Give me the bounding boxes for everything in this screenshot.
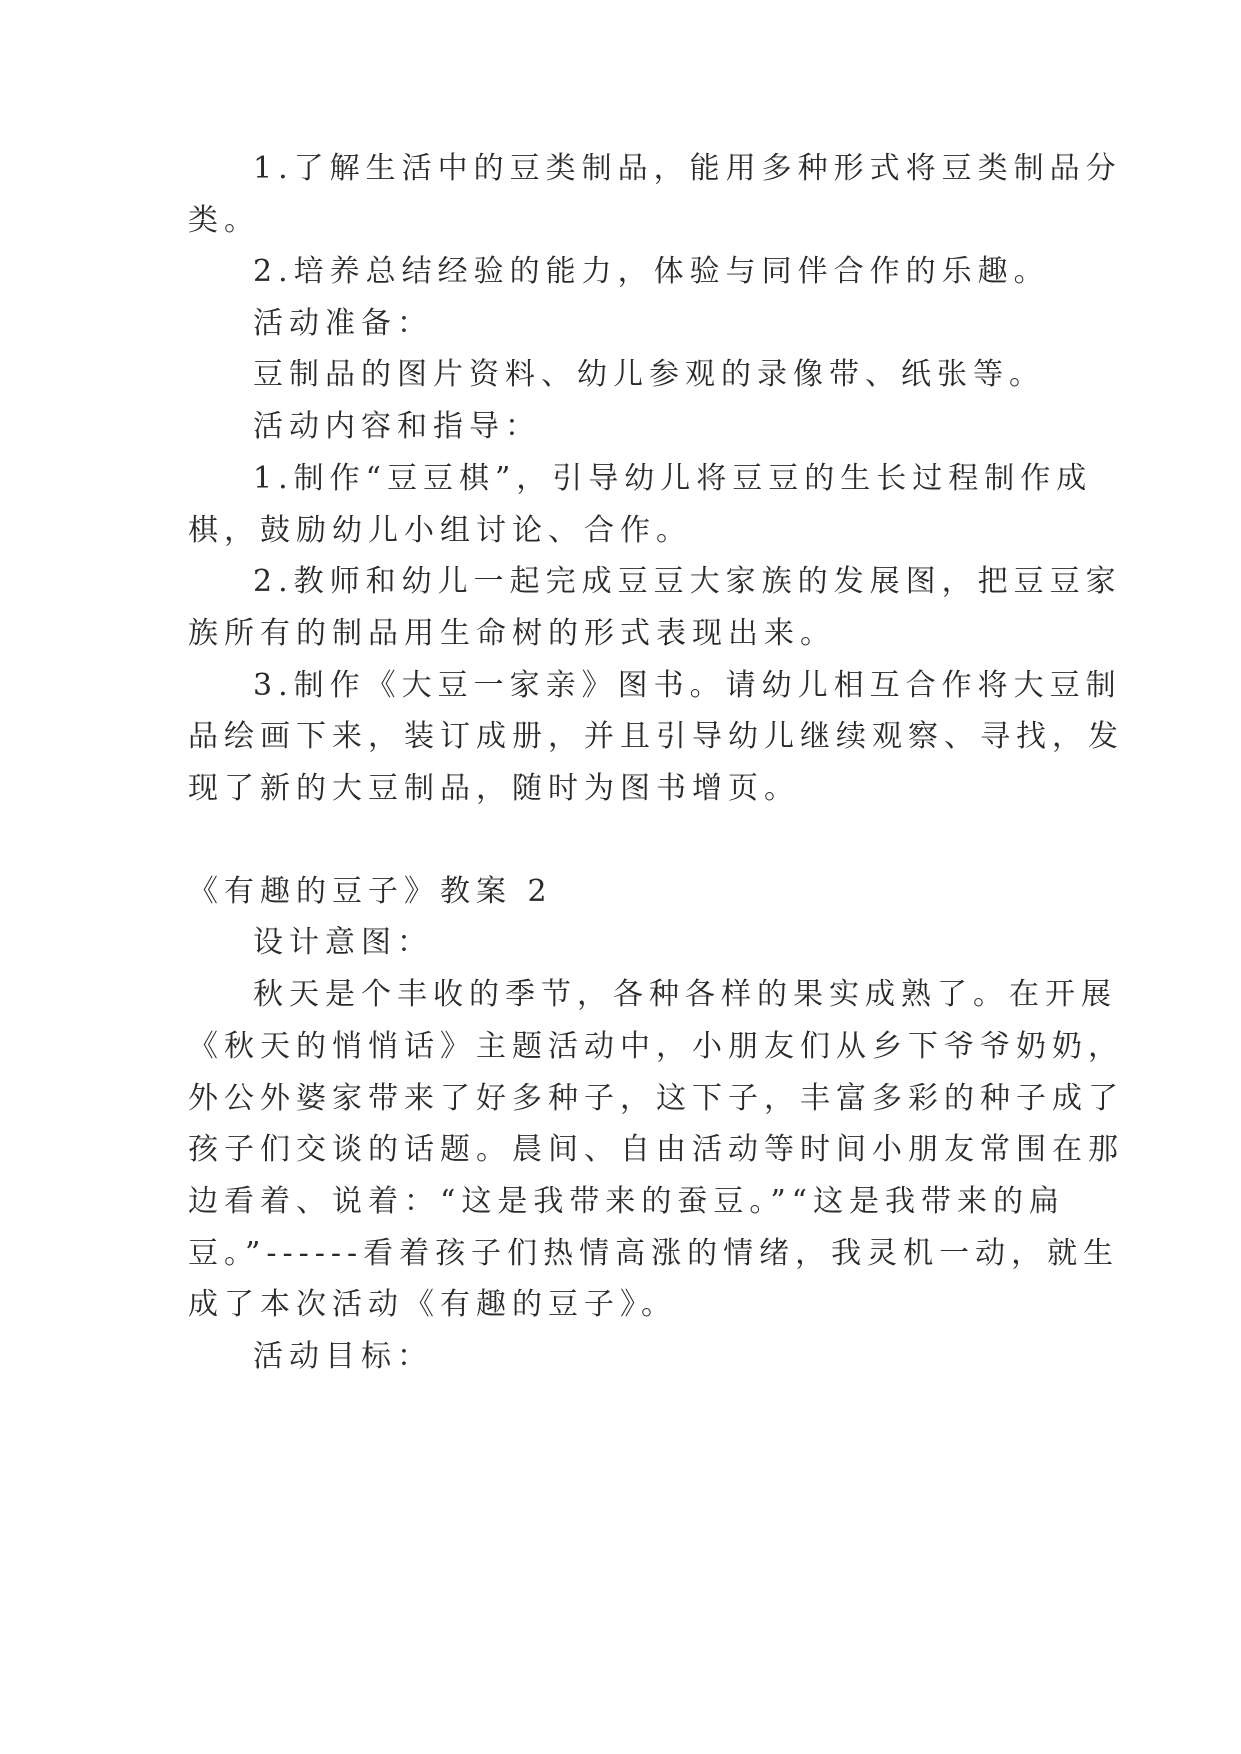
paragraph-line: 品绘画下来，装订成册，并且引导幼儿继续观察、寻找，发 (188, 719, 1124, 754)
paragraph-line: 2.教师和幼儿一起完成豆豆大家族的发展图，把豆豆家 (253, 564, 1122, 599)
paragraph-line: 成了本次活动《有趣的豆子》。 (188, 1287, 677, 1322)
section-heading: 设计意图： (253, 925, 433, 960)
paragraph-line: 族所有的制品用生命树的形式表现出来。 (188, 616, 836, 651)
paragraph-line: 秋天是个丰收的季节，各种各样的果实成熟了。在开展 (253, 977, 1117, 1012)
section-heading: 活动准备： (253, 306, 433, 341)
document-title: 《有趣的豆子》教案 2 (188, 874, 553, 909)
paragraph-line: 3.制作《大豆一家亲》图书。请幼儿相互合作将大豆制 (253, 668, 1122, 703)
section-heading: 活动内容和指导： (253, 409, 541, 444)
paragraph-line: 《秋天的悄悄话》主题活动中，小朋友们从乡下爷爷奶奶， (188, 1029, 1124, 1064)
paragraph-line: 1.了解生活中的豆类制品，能用多种形式将豆类制品分 (253, 151, 1122, 186)
paragraph-line: 现了新的大豆制品，随时为图书增页。 (188, 771, 800, 806)
paragraph-line: 豆。”------看着孩子们热情高涨的情绪，我灵机一动，就生 (188, 1236, 1120, 1271)
paragraph-line: 类。 (188, 203, 260, 238)
paragraph-line: 豆制品的图片资料、幼儿参观的录像带、纸张等。 (253, 357, 1045, 392)
paragraph-line: 孩子们交谈的话题。晨间、自由活动等时间小朋友常围在那 (188, 1132, 1124, 1167)
section-heading: 活动目标： (253, 1339, 433, 1374)
paragraph-line: 棋，鼓励幼儿小组讨论、合作。 (188, 513, 692, 548)
paragraph-line: 2.培养总结经验的能力，体验与同伴合作的乐趣。 (253, 254, 1050, 289)
paragraph-line: 边看着、说着：“这是我带来的蚕豆。”“这是我带来的扁 (188, 1184, 1066, 1219)
paragraph-line: 外公外婆家带来了好多种子，这下子，丰富多彩的种子成了 (188, 1081, 1124, 1116)
paragraph-line: 1.制作“豆豆棋”，引导幼儿将豆豆的生长过程制作成 (253, 461, 1093, 496)
